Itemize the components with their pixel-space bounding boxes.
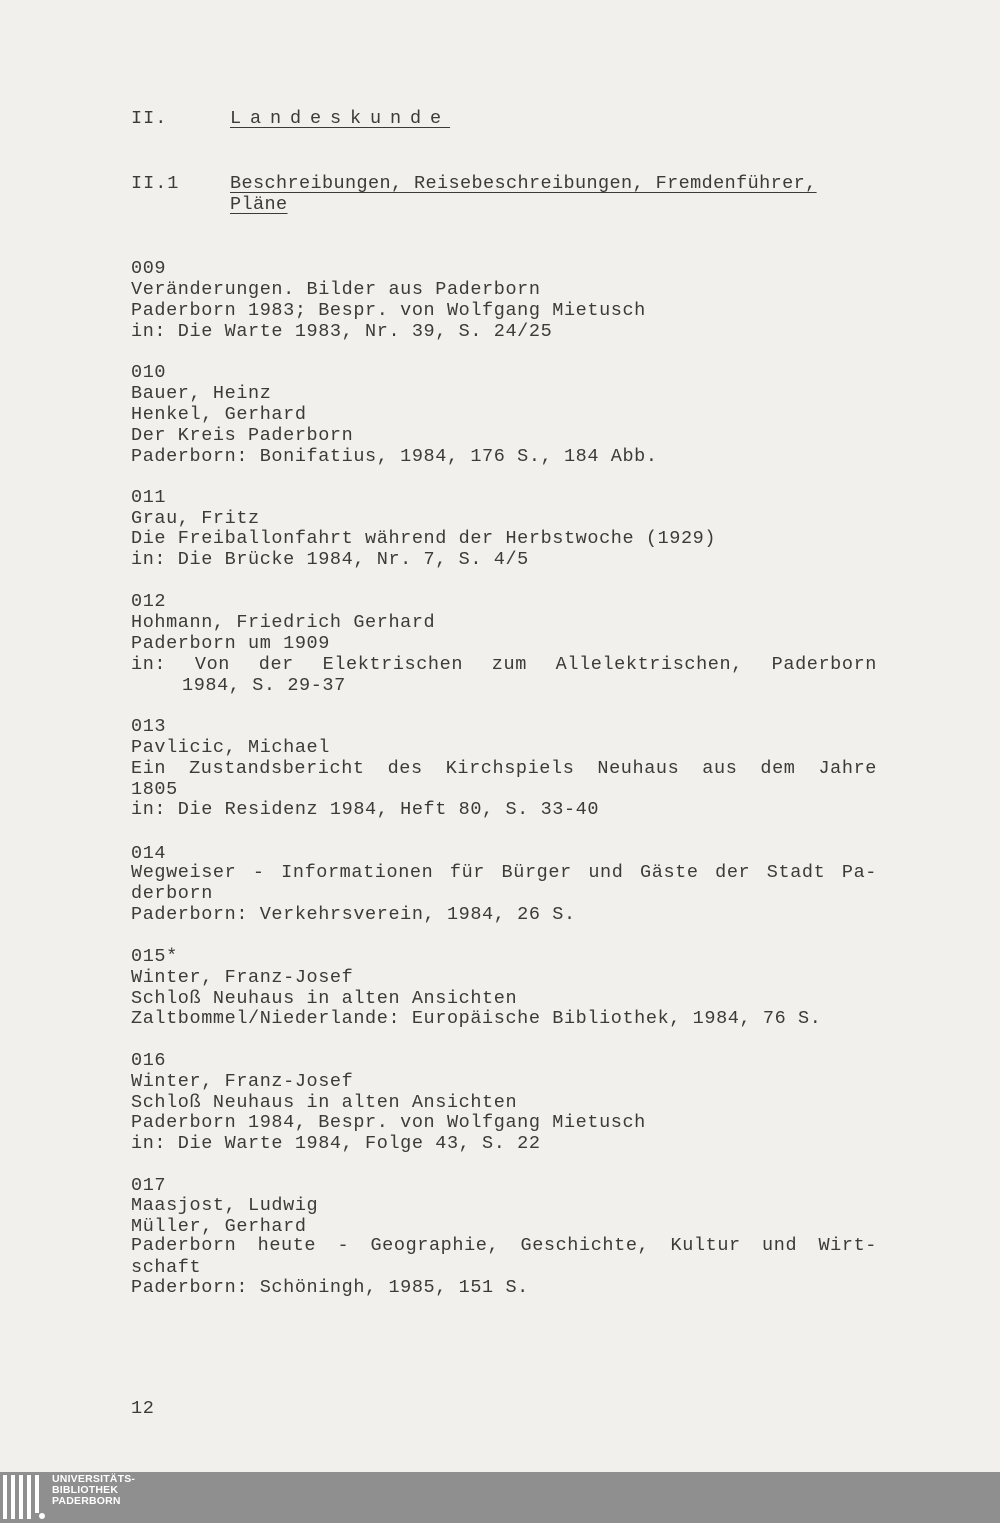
entry-source: Paderborn: Verkehrsverein, 1984, 26 S. <box>131 904 576 925</box>
entry-author: Müller, Gerhard <box>131 1216 307 1237</box>
entry-number: 010 <box>131 362 167 383</box>
entry-source: in: Die Warte 1983, Nr. 39, S. 24/25 <box>131 321 553 342</box>
library-logo-text <box>52 1474 135 1507</box>
entry-number: 011 <box>131 487 167 508</box>
library-footer-bar <box>0 1472 1000 1523</box>
entry-number: 013 <box>131 716 167 737</box>
entry-author: Winter, Franz-Josef <box>131 967 354 988</box>
entry-line: Paderborn 1983; Bespr. von Wolfgang Mietusch <box>131 300 646 321</box>
subsection-title-line1: Beschreibungen, Reisebeschreibungen, Fremdenführer, <box>230 173 817 194</box>
entry-number: 012 <box>131 591 167 612</box>
entry-source: Paderborn: Bonifatius, 1984, 176 S., 184 Abb. <box>131 446 658 467</box>
entry-source: Paderborn: Schöningh, 1985, 151 S. <box>131 1277 529 1298</box>
page-number: 12 <box>131 1398 155 1419</box>
subsection-number: II.1 <box>131 173 180 194</box>
logo-line: BIBLIOTHEK <box>52 1484 119 1496</box>
entry-author: Henkel, Gerhard <box>131 404 307 425</box>
entry-title: Die Freiballonfahrt während der Herbstwoche (1929) <box>131 528 717 549</box>
section-title: Landeskunde <box>230 108 451 129</box>
entry-source: in: Von der Elektrischen zum Allelektrischen, Paderborn <box>131 654 877 675</box>
entry-source: in: Die Warte 1984, Folge 43, S. 22 <box>131 1133 541 1154</box>
entry-author: Bauer, Heinz <box>131 383 272 404</box>
entry-number: 017 <box>131 1175 167 1196</box>
subsection-title-line2: Pläne <box>230 194 288 215</box>
entry-title-continued: 1805 <box>131 779 178 800</box>
section-number: II. <box>131 108 168 129</box>
logo-line: PADERBORN <box>52 1495 121 1507</box>
entry-number: 016 <box>131 1050 167 1071</box>
entry-number: 009 <box>131 258 167 279</box>
entry-author: Grau, Fritz <box>131 508 260 529</box>
entry-title-continued: derborn <box>131 883 213 904</box>
entry-title: Schloß Neuhaus in alten Ansichten <box>131 988 518 1009</box>
entry-number: 014 <box>131 843 167 864</box>
entry-title: Schloß Neuhaus in alten Ansichten <box>131 1092 518 1113</box>
entry-author: Winter, Franz-Josef <box>131 1071 354 1092</box>
entry-number: 015* <box>131 946 178 967</box>
entry-author: Hohmann, Friedrich Gerhard <box>131 612 436 633</box>
entry-source: in: Die Residenz 1984, Heft 80, S. 33-40 <box>131 799 600 820</box>
entry-line: Paderborn 1984, Bespr. von Wolfgang Mietusch <box>131 1112 646 1133</box>
entry-source: Zaltbommel/Niederlande: Europäische Bibliothek, 1984, 76 S. <box>131 1008 822 1029</box>
entry-title: Wegweiser - Informationen für Bürger und Gäste der Stadt Pa- <box>131 862 877 883</box>
library-logo-icon <box>2 1475 48 1519</box>
entry-source-continued: 1984, S. 29-37 <box>182 675 346 696</box>
entry-title-continued: schaft <box>131 1257 202 1278</box>
entry-title: Paderborn um 1909 <box>131 633 330 654</box>
entry-source: in: Die Brücke 1984, Nr. 7, S. 4/5 <box>131 549 529 570</box>
entry-author: Maasjost, Ludwig <box>131 1195 319 1216</box>
entry-author: Pavlicic, Michael <box>131 737 330 758</box>
entry-title: Der Kreis Paderborn <box>131 425 354 446</box>
entry-title: Ein Zustandsbericht des Kirchspiels Neuhaus aus dem Jahre <box>131 758 877 779</box>
logo-line: UNIVERSITÄTS- <box>52 1473 136 1485</box>
entry-title: Paderborn heute - Geographie, Geschichte, Kultur und Wirt- <box>131 1235 877 1256</box>
entry-title: Veränderungen. Bilder aus Paderborn <box>131 279 541 300</box>
